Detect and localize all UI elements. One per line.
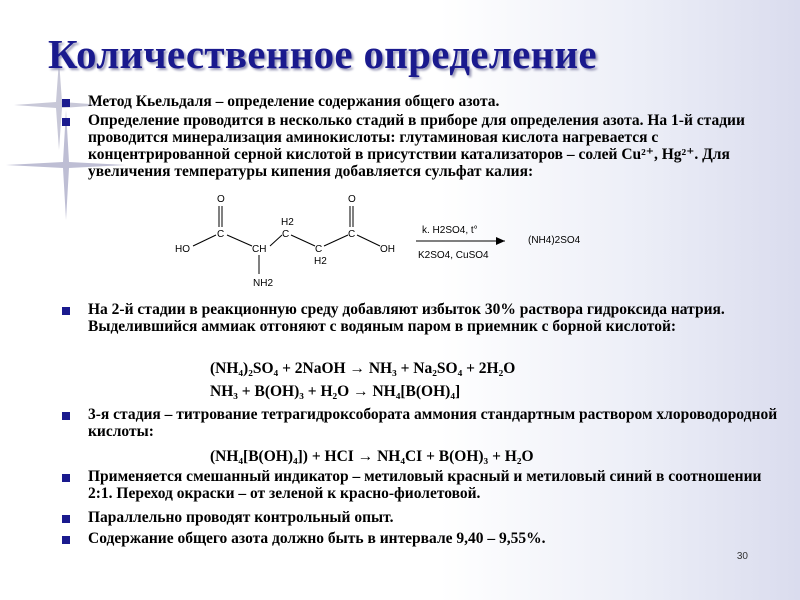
equation-3: (NH₄[B(OH)₄]) + HCI → NH₄CI + B(OH)₃ + H₂O bbox=[210, 448, 534, 465]
bullet-text: Определение проводится в несколько стадий в приборе для определения азота. На 1-й стадии проводится минерализация аминокислоты: глутаминовая кислота нагревается с концентрированной серной кислотой в присутствии катализаторов – солей Cu²⁺, Hg²⁺. Для увеличения температуры кипения добавляется сульфат калия: bbox=[88, 112, 745, 180]
equation-2: NH₃ + B(OH)₃ + H₂O → NH₄[B(OH)₄] bbox=[210, 383, 461, 400]
bullet-text: 3-я стадия – титрование тетрагидроксобората аммония стандартным раствором хлороводородной кислоты: bbox=[88, 406, 778, 440]
bullet-marker bbox=[62, 536, 70, 544]
slide-title: Количественное определение bbox=[48, 31, 597, 77]
bullet-text: Метод Кьельдаля – определение содержания общего азота. bbox=[88, 93, 500, 110]
bullet-text: Применяется смешанный индикатор – метиловый красный и метиловый синий в соотношении 2:1. Переход окраски – от зеленой к красно-фиолетовой. bbox=[88, 468, 762, 502]
atom-o: O bbox=[348, 194, 356, 205]
atom-c: C bbox=[282, 229, 290, 240]
atom-oh: OH bbox=[380, 244, 395, 255]
bullet-text: На 2-й стадии в реакционную среду добавляют избыток 30% раствора гидроксида натрия. Выделившийся аммиак отгоняют с водяным паром в приемник с борной кислотой: bbox=[88, 301, 725, 335]
bullet-marker bbox=[62, 99, 70, 107]
bullet-text: Содержание общего азота должно быть в интервале 9,40 – 9,55%. bbox=[88, 530, 546, 547]
bullet-marker bbox=[62, 474, 70, 482]
arrow-head-icon bbox=[496, 237, 505, 245]
equation-1: (NH₄)₂SO₄ + 2NaOH → NH₃ + Na₂SO₄ + 2H₂O bbox=[210, 360, 516, 377]
reaction-conditions-top: k. H2SO4, t° bbox=[422, 225, 478, 236]
bullet-marker bbox=[62, 412, 70, 420]
bullet-text: Параллельно проводят контрольный опыт. bbox=[88, 509, 394, 526]
atom-c: C bbox=[348, 229, 356, 240]
atom-c: C bbox=[217, 229, 225, 240]
atom-nh2: NH2 bbox=[253, 278, 274, 289]
atom-h2: H2 bbox=[281, 217, 294, 228]
page-number: 30 bbox=[736, 551, 748, 562]
atom-o: O bbox=[217, 194, 225, 205]
atom-ho: HO bbox=[175, 244, 190, 255]
atom-h2: H2 bbox=[314, 256, 327, 267]
bullet-marker bbox=[62, 515, 70, 523]
reaction-product: (NH4)2SO4 bbox=[528, 235, 581, 246]
bullet-marker bbox=[62, 118, 70, 126]
glutamic-acid-scheme bbox=[160, 190, 620, 295]
bullet-marker bbox=[62, 307, 70, 315]
atom-ch: CH bbox=[252, 244, 267, 255]
reaction-conditions-bottom: K2SO4, CuSO4 bbox=[418, 250, 489, 261]
atom-c: C bbox=[315, 244, 323, 255]
